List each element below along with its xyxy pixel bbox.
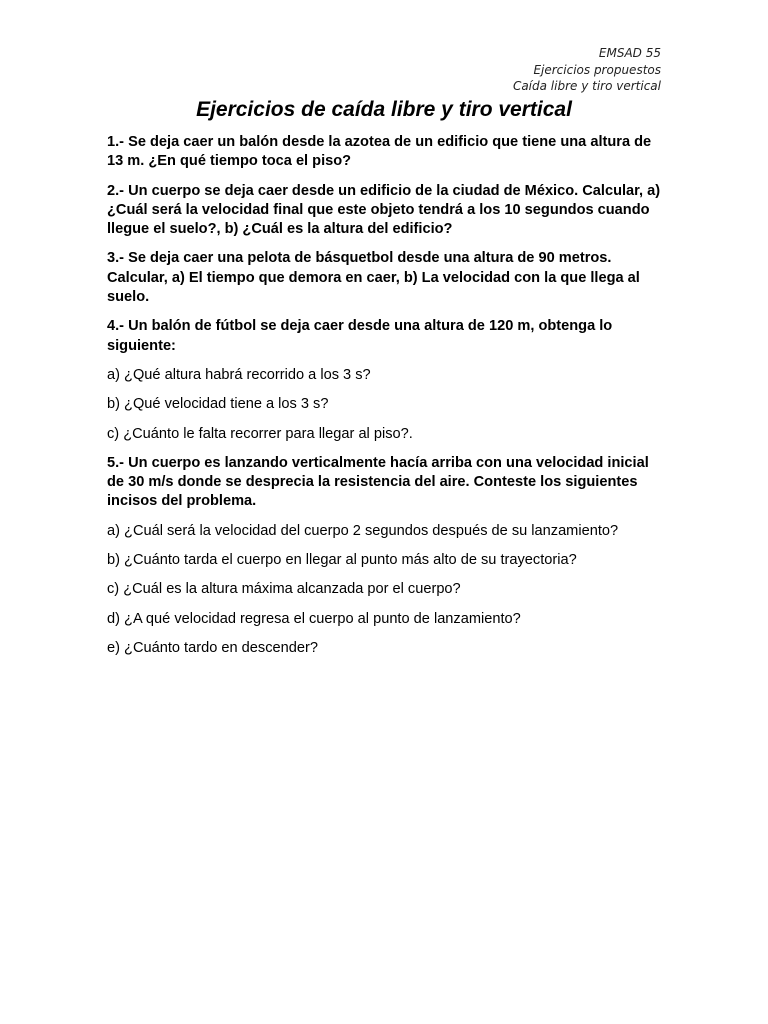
- exercise-4-part-c: c) ¿Cuánto le falta recorrer para llegar al piso?.: [107, 425, 413, 442]
- exercise-5-part-c: c) ¿Cuál es la altura máxima alcanzada por el cuerpo?: [107, 581, 461, 598]
- exercise-4: 4.- Un balón de fútbol se deja caer desde una altura de 120 m, obtenga lo siguiente:: [107, 318, 613, 354]
- exercise-5-part-b: b) ¿Cuánto tarda el cuerpo en llegar al punto más alto de su trayectoria?: [107, 552, 577, 569]
- exercise-5-part-d: d) ¿A qué velocidad regresa el cuerpo al punto de lanzamiento?: [107, 610, 521, 627]
- exercise-3: 3.- Se deja caer una pelota de básquetbol desde una altura de 90 metros. Calcular, a) El tiempo que demora en caer, b) La velocidad con la que llega al suelo.: [107, 250, 640, 306]
- header-school: EMSAD 55: [598, 46, 661, 60]
- exercise-2: 2.- Un cuerpo se deja caer desde un edificio de la ciudad de México. Calcular, a) ¿Cuál será la velocidad final que este objeto tendrá a los 10 segundos cuando llegue el suelo?, b) ¿Cuál es la altura del edificio?: [107, 182, 661, 238]
- exercise-5-part-e: e) ¿Cuánto tardo en descender?: [107, 639, 318, 656]
- exercise-4-part-b: b) ¿Qué velocidad tiene a los 3 s?: [107, 396, 329, 413]
- exercise-5: 5.- Un cuerpo es lanzando verticalmente hacía arriba con una velocidad inicial de 30 m/s donde se desprecia la resistencia del aire. Conteste los siguientes incisos del problema.: [107, 454, 649, 510]
- header-subtitle: Ejercicios propuestos: [533, 62, 661, 77]
- exercise-list: [107, 133, 667, 668]
- document-header: [513, 45, 661, 95]
- exercise-5-part-a: a) ¿Cuál será la velocidad del cuerpo 2 segundos después de su lanzamiento?: [107, 522, 619, 539]
- exercise-4-part-a: a) ¿Qué altura habrá recorrido a los 3 s?: [107, 366, 371, 383]
- header-topic: Caída libre y tiro vertical: [512, 79, 661, 93]
- exercise-1: 1.- Se deja caer un balón desde la azotea de un edificio que tiene una altura de 13 m. ¿En qué tiempo toca el piso?: [107, 134, 652, 170]
- page-title: Ejercicios de caída libre y tiro vertical: [196, 98, 572, 121]
